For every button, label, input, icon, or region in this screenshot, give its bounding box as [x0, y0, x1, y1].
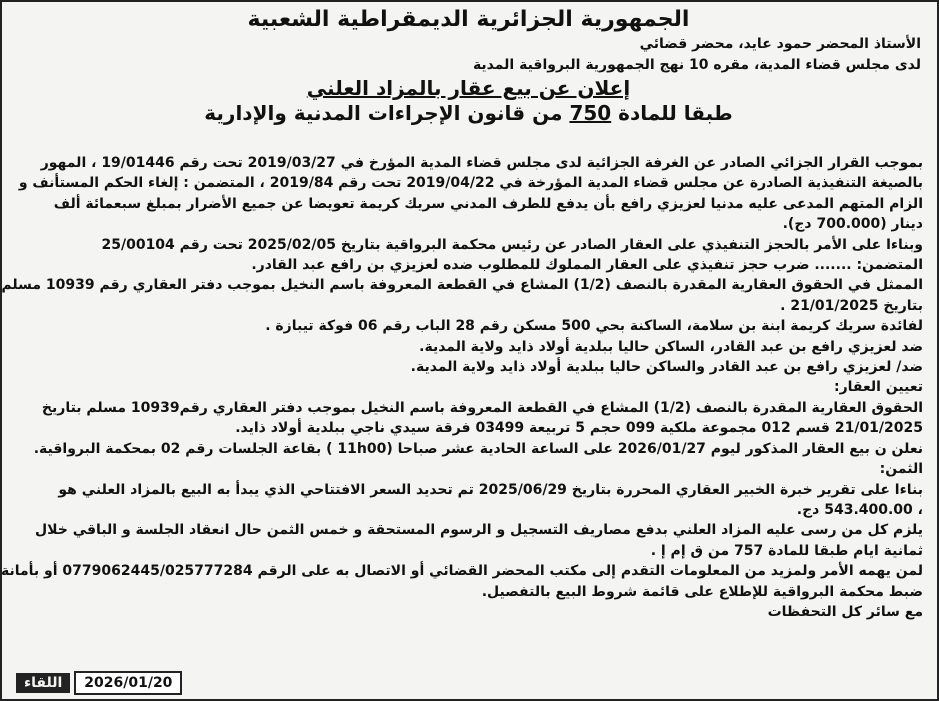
body-line: لفائدة سريك كريمة ابنة بن سلامة، الساكنة بحي 500 مسكن رقم 28 الباب رقم 06 فوكة تيبازة .	[265, 318, 923, 335]
body-line: ضد لعزيزي رافع بن عبد القادر، الساكن حاليا ببلدية أولاد ذايد ولاية المدية.	[419, 338, 923, 355]
body-line: ، 543.400.00 دج.	[796, 501, 923, 518]
body-line: وبناءا على الأمر بالحجز التنفيذي على العقار الصادر عن رئيس محكمة البرواقية بتاريخ 2025/02/05 تحت رقم 25/00104	[101, 236, 923, 253]
footer	[16, 671, 182, 695]
body-line: بموجب القرار الجزائي الصادر عن الغرفة الجزائية لدى مجلس قضاء المدية المؤرخ في 2019/03/27 تحت رقم 19/01446 ، المهور	[40, 155, 923, 171]
body-line: ضد/ لعزيزي رافع بن عبد القادر والساكن حاليا ببلدية أولاد ذايد ولاية المدية.	[410, 359, 923, 376]
notice-title: إعلان عن بيع عقار بالمزاد العلني	[306, 76, 631, 100]
body-line: الحقوق العقارية المقدرة بالنصف (1/2) المشاع في القطعة المعروفة باسم النخيل بموجب دفتر العقاري رقم10939 مسلم بتاريخ	[41, 399, 923, 416]
notice-subtitle: طبقا للمادة 750 من قانون الإجراءات المدنية والإدارية	[204, 101, 733, 125]
body-line: نعلن ن بيع العقار المذكور ليوم 2026/01/27 على الساعة الحادية عشر صباحا (11h00 ) بقاعة الجلسات رقم 02 بمحكمة البرواقية.	[33, 440, 923, 457]
footer-label: اللقاء	[16, 673, 70, 693]
bailiff-name: الأستاذ المحضر حمود عايد، محضر قضائي	[639, 36, 921, 52]
body-line: يلزم كل من رسى عليه المزاد العلني بدفع مصاريف التسجيل و الرسوم المستحقة و خمس الثمن حال انعقاد الجلسة و الباقي خلال	[34, 522, 923, 539]
notice-body	[0, 153, 923, 622]
body-line: ضبط محكمة البرواقية للإطلاع على قائمة شروط البيع بالتفصيل.	[481, 583, 923, 600]
footer-date: 2026/01/20	[74, 671, 182, 695]
body-line: دينار (700.000 دج).	[782, 216, 923, 233]
body-line: مع سائر كل التحفظات	[767, 603, 923, 620]
body-line: الثمن:	[879, 461, 923, 478]
body-line: ثمانية ايام طبقا للمادة 757 من ق إم إ .	[650, 542, 923, 559]
body-line: المتضمن: ....... ضرب حجز تنفيذي على العقار المملوك للمطلوب ضده لعزيزي بن رافع عبد القادر.	[251, 257, 923, 274]
body-line: 21/01/2025 قسم 012 مجموعة ملكية 099 حجم 5 تربيعة 03499 فرقة سيدي ناجي ببلدية أولاد ذايد.	[235, 420, 923, 437]
body-line: الزام المتهم المدعى عليه مدنيا لعزيزي رافع بأن يدفع للطرف المدني سريك كريمة تعويضا عن جميع الأضرار بمبلغ سبعمائة ألف	[53, 195, 923, 212]
republic-title: الجمهورية الجزائرية الديمقراطية الشعبية	[247, 7, 690, 32]
body-line: الممثل في الحقوق العقارية المقدرة بالنصف (1/2) المشاع في القطعة المعروفة باسم النخيل بموجب دفتر العقاري رقم 10939 مسلم	[1, 277, 923, 294]
court-address: لدى مجلس قضاء المدية، مقره 10 نهج الجمهورية البرواقية المدية	[472, 57, 921, 73]
body-line: بالصيغة التنفيذية الصادرة عن مجلس قضاء المدية المؤرخة في 2019/04/22 تحت رقم 2019/84 ، المتضمن : إلغاء الحكم المستأنف و	[18, 175, 923, 192]
body-line: بتاريخ 21/01/2025 .	[780, 297, 923, 314]
body-line: تعيين العقار:	[833, 379, 923, 396]
body-line: بناءا على تقرير خبرة الخبير العقاري المحررة بتاريخ 2025/06/29 تم تحديد السعر الافتتاحي الذي يبدأ به البيع بالمزاد العلني هو	[58, 481, 923, 498]
body-line: لمن يهمه الأمر ولمزيد من المعلومات التقدم إلى مكتب المحضر القضائي أو الاتصال به على الرقم 0779062445/025777284 أو بأمانة	[0, 563, 923, 580]
